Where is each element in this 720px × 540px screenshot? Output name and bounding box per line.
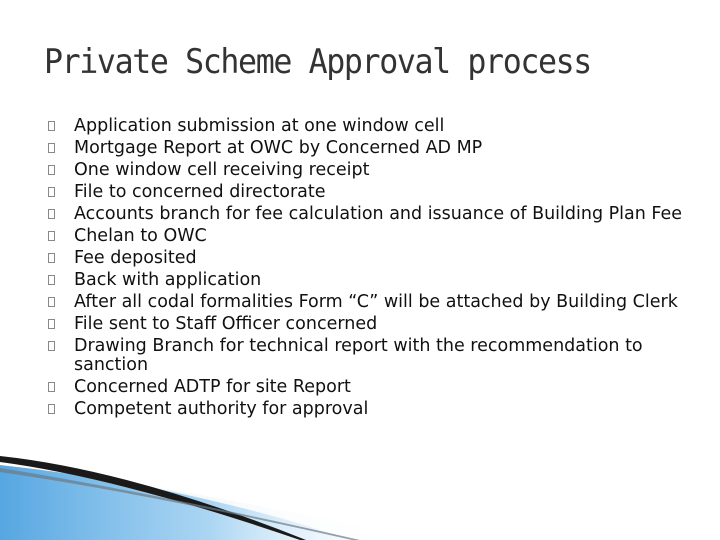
list-item-text: Chelan to OWC: [74, 226, 207, 246]
decor-blue-swoosh: [0, 465, 350, 540]
slide-title: Private Scheme Approval process: [44, 42, 591, 82]
list-item-text: Application submission at one window cell: [74, 116, 445, 136]
list-item-text: File to concerned directorate: [74, 182, 326, 202]
list-item-text: File sent to Staff Officer concerned: [74, 314, 378, 334]
list-item-text: Drawing Branch for technical report with the recommendation to sanction: [74, 336, 643, 375]
list-item-text: Back with application: [74, 270, 262, 290]
list-item-text: Concerned ADTP for site Report: [74, 376, 351, 397]
list-item-text: One window cell receiving receipt: [74, 160, 370, 180]
list-item-text: Mortgage Report at OWC by Concerned AD MP: [74, 138, 483, 158]
list-item-text: Accounts branch for fee calculation and issuance of Building Plan Fee: [74, 204, 683, 224]
list-item-text: After all codal formalities Form “C” will be attached by Building Clerk: [74, 292, 678, 312]
list-item-text: Fee deposited: [74, 248, 197, 268]
list-item-text: Competent authority for approval: [74, 398, 369, 419]
